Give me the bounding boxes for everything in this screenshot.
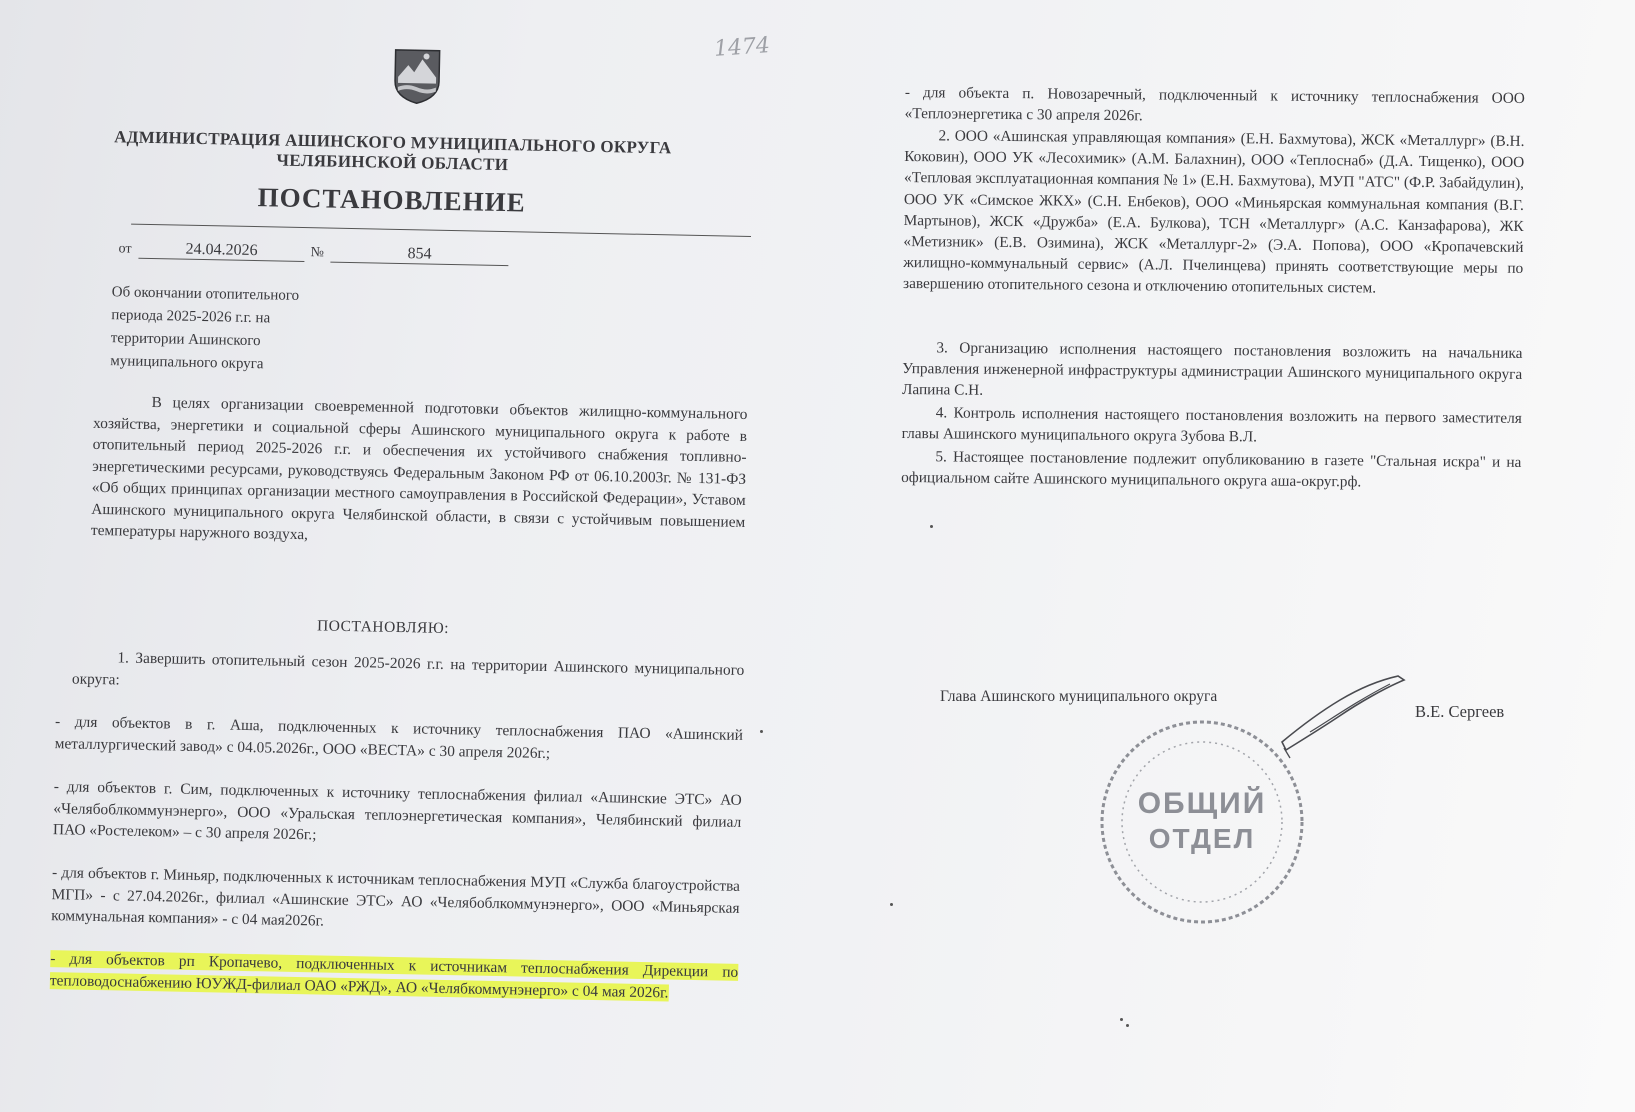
stamp-icon: [1098, 718, 1306, 926]
document-title: ПОСТАНОВЛЕНИЕ: [257, 182, 526, 218]
organization-name: [52, 126, 733, 180]
right-column: [901, 82, 1555, 491]
item-3-text: 3. Организацию исполнения настоящего постановления возложить на начальника Управления инженерной инфраструктуры администрации Ашинского муниципального округа Лапина С.Н.: [901, 339, 1523, 400]
scan-speck: [890, 903, 893, 906]
item-2-paragraph: [903, 125, 1525, 301]
resolve-heading: ПОСТАНОВЛЯЮ:: [316, 617, 450, 638]
item-1-intro-text: 1. Завершить отопительный сезон 2025-2026 г.г. на территории Ашинского муниципального округа:: [71, 649, 745, 688]
document-subject: [110, 281, 372, 378]
item-3-paragraph: [902, 337, 1523, 407]
item-2-text: 2. ООО «Ашинская управляющая компания» (Е.Н. Бахмутова), ЖСК «Металлург» (В.Н. Коковин), ООО УК «Лесохимик» (А.М. Балахнин), ООО «Теплоснаб» (Д.А. Тищенко), ООО «Тепловая эксплуатационная компания № 1» (Е.Н. Бахмутова), МУП "АТС" (Ф.Р. Забайдулин), ООО УК «Симское ЖКХ» (С.Н. Енбеков), ООО «Миньярская коммунальная компания (В.Г. Мартынов), ЖСК «Дружба» (Е.А. Булкова), ТСН «Металлург» (А.С. Канзафарова), ЖК «Метизник» (Е.В. Озимина), ЖСК «Металлург-2» (Э.А. Попова), ООО «Кропачевский жилищно-коммунальный сервис» (А.Л. Пчелинцева) принять соответствующие меры по завершению отопительного сезона и отключению отопительных систем.: [902, 127, 1525, 297]
item-1-novozarechny: - для объекта п. Новозаречный, подключенный к источнику теплоснабжения ООО «Теплоэнергетика с 30 апреля 2026г.: [904, 83, 1525, 125]
subject-line-1: Об окончании отопительного: [111, 284, 300, 304]
org-line-1: АДМИНИСТРАЦИЯ АШИНСКОГО МУНИЦИПАЛЬНОГО ОКРУГА: [114, 127, 672, 158]
subject-line-2: периода 2025-2026 г.г. на: [111, 307, 271, 327]
coat-of-arms-icon: [392, 47, 443, 106]
item-1-asha: - для объектов в г. Аша, подключенных к источнику теплоснабжения ПАО «Ашинский металлургический завод» с 04.05.2026г., ООО «ВЕСТА» с 30 апреля 2026г.;: [54, 713, 744, 762]
signatory-title: Глава Ашинского муниципального округа: [940, 688, 1218, 705]
item-4-paragraph: [902, 402, 1522, 450]
item-1-intro: [72, 646, 745, 702]
highlighted-text: - для объектов рп Кропачево, подключенных к источникам теплоснабжения Дирекции по тепловодоснабжению ЮУЖД-филиал ОАО «РЖД», АО «Челябкоммунэнерго» с 04 мая 2026г.: [49, 950, 739, 1002]
scan-speck: [1120, 1018, 1123, 1021]
number-label: №: [310, 245, 325, 261]
stamp-line-1: ОБЩИЙ: [1137, 787, 1267, 820]
date-number-line: [118, 233, 758, 274]
document-number: 854: [330, 244, 508, 267]
item-4-text: 4. Контроль исполнения настоящего постановления возложить на первого заместителя главы Ашинского муниципального округа Зубова В.Л.: [901, 404, 1522, 446]
scan-speck: [760, 730, 763, 733]
stamp-line-2: ОТДЕЛ: [1148, 823, 1256, 854]
date-label: от: [118, 241, 132, 257]
subject-line-3: территории Ашинского: [110, 330, 261, 350]
signatory-name: В.Е. Сергеев: [1415, 702, 1505, 721]
subject-line-4: муниципального округа: [110, 353, 264, 373]
item-1-sim: - для объектов г. Сим, подключенных к источнику теплоснабжения филиал «Ашинские ЭТС» АО «Челябоблкоммунэнерго», ООО «Уральская теплоэнергетическая компания», Челябинский филиал ПАО «Ростелеком» – с 30 апреля 2026г.;: [52, 778, 742, 844]
item-5-text: 5. Настоящее постановление подлежит опубликованию в газете "Стальная искра" и на официальном сайте Ашинского муниципального округа аша-округ.рф.: [901, 448, 1522, 491]
org-line-2: ЧЕЛЯБИНСКОЙ ОБЛАСТИ: [276, 150, 509, 175]
item-5-paragraph: [901, 446, 1521, 494]
item-1-kropachevo: [50, 948, 739, 1005]
preamble-paragraph: В целях организации своевременной подготовки объектов жилищно-коммунального хозяйства, энергетики и социальной сферы Ашинского муниципального округа к работе в отопительный период 2025-2026 г.г. и обеспечения их устойчивого снабжения топливно-энергетическими ресурсами, руководствуясь Федеральным Законом РФ от 06.10.2003г. № 131-ФЗ «Об общих принципах организации местного самоуправления в Российской Федерации», Уставом Ашинского муниципального округа Челябинской области, в связи с устойчивым повышением температуры наружного воздуха,: [90, 394, 748, 544]
document-date: 24.04.2026: [138, 240, 304, 262]
item-1-minyar: - для объектов г. Миньяр, подключенных к источникам теплоснабжения МУП «Служба благоустройства МГП» - с 27.04.2026г., филиал «Ашинские ЭТС» АО «Челябоблкоммунэнерго», ООО «Миньярская коммунальная компания» - с 04 мая2026г.: [51, 864, 741, 930]
scan-speck: [1126, 1024, 1129, 1027]
handwritten-mark: 1474: [713, 33, 771, 62]
scan-speck: [930, 525, 933, 528]
